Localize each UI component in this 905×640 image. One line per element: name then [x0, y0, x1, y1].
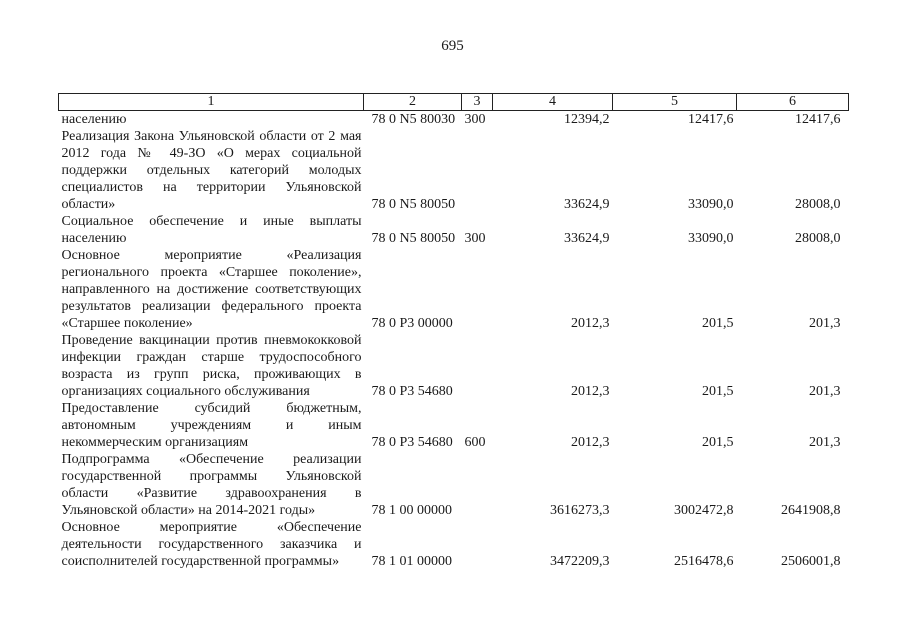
- table-header: [59, 94, 849, 111]
- row-value-1: 33624,9: [564, 197, 610, 212]
- table-row: [59, 332, 849, 400]
- row-value-1: 2012,3: [571, 384, 610, 399]
- row-expense-type: 300: [464, 231, 486, 246]
- table-row: [59, 247, 849, 332]
- row-value-3: 201,3: [809, 435, 841, 450]
- table-row: [59, 111, 849, 129]
- row-code: 78 0 N5 80050: [371, 197, 456, 212]
- row-value-3: 2506001,8: [781, 554, 841, 569]
- row-value-2: 201,5: [702, 316, 734, 331]
- table-row: [59, 128, 849, 213]
- row-code: 78 0 N5 80050: [371, 231, 456, 246]
- row-value-1: 33624,9: [564, 231, 610, 246]
- row-code: 78 1 00 00000: [371, 503, 452, 518]
- row-expense-type: 600: [464, 435, 486, 450]
- row-value-2: 201,5: [702, 435, 734, 450]
- column-header: 3: [462, 94, 493, 111]
- row-name: Основное мероприятие «Обеспечение деятельности государственного заказчика и соисполнителей государственной программы»: [61, 520, 362, 569]
- row-value-1: 2012,3: [571, 435, 610, 450]
- row-expense-type: [462, 247, 493, 332]
- row-value-1: 3616273,3: [550, 503, 610, 518]
- row-value-1: 12394,2: [564, 112, 610, 127]
- page-number: 695: [441, 38, 464, 54]
- table-row: [59, 400, 849, 451]
- row-code: 78 0 N5 80030: [371, 112, 456, 127]
- row-expense-type: [462, 128, 493, 213]
- row-expense-type: [462, 451, 493, 519]
- row-expense-type: [462, 332, 493, 400]
- row-name: Социальное обеспечение и иные выплаты населению: [61, 214, 362, 246]
- row-expense-type: [462, 519, 493, 570]
- row-value-1: 3472209,3: [550, 554, 610, 569]
- row-value-3: 2641908,8: [781, 503, 841, 518]
- row-code: 78 0 P3 54680: [371, 435, 453, 450]
- row-value-3: 28008,0: [795, 231, 841, 246]
- column-header: 5: [613, 94, 737, 111]
- row-value-2: 2516478,6: [674, 554, 734, 569]
- row-expense-type: 300: [464, 112, 486, 127]
- row-name: населению: [61, 112, 127, 127]
- row-code: 78 1 01 00000: [371, 554, 452, 569]
- column-header: 6: [737, 94, 849, 111]
- table-row: [59, 213, 849, 247]
- row-name: Реализация Закона Ульяновской области от 2 мая 2012 года № 49-ЗО «О мерах социальной поддержки отдельных категорий молодых специалистов на территории Ульяновской области»: [61, 129, 362, 212]
- row-value-3: 201,3: [809, 316, 841, 331]
- row-code: 78 0 P3 54680: [371, 384, 453, 399]
- row-value-1: 2012,3: [571, 316, 610, 331]
- column-header: 2: [364, 94, 462, 111]
- table-row: [59, 451, 849, 519]
- row-value-2: 33090,0: [688, 231, 734, 246]
- row-name: Проведение вакцинации против пневмококковой инфекции граждан старше трудоспособного возраста из групп риска, проживающих в организациях социального обслуживания: [61, 333, 362, 399]
- row-name: Предоставление субсидий бюджетным, автономным учреждениям и иным некоммерческим организациям: [61, 401, 362, 450]
- row-value-3: 28008,0: [795, 197, 841, 212]
- row-value-2: 3002472,8: [674, 503, 734, 518]
- row-value-3: 12417,6: [795, 112, 841, 127]
- row-value-2: 12417,6: [688, 112, 734, 127]
- row-name: Подпрограмма «Обеспечение реализации государственной программы Ульяновской области «Развитие здравоохранения в Ульяновской области» на 2014-2021 годы»: [61, 452, 362, 518]
- row-value-3: 201,3: [809, 384, 841, 399]
- column-header: 4: [493, 94, 613, 111]
- budget-table: [58, 93, 849, 570]
- table-row: [59, 519, 849, 570]
- row-code: 78 0 P3 00000: [371, 316, 453, 331]
- row-name: Основное мероприятие «Реализация регионального проекта «Старшее поколение», направленного на достижение соответствующих результатов реализации федерального проекта «Старшее поколение»: [61, 248, 362, 331]
- row-value-2: 201,5: [702, 384, 734, 399]
- column-header: 1: [59, 94, 364, 111]
- row-value-2: 33090,0: [688, 197, 734, 212]
